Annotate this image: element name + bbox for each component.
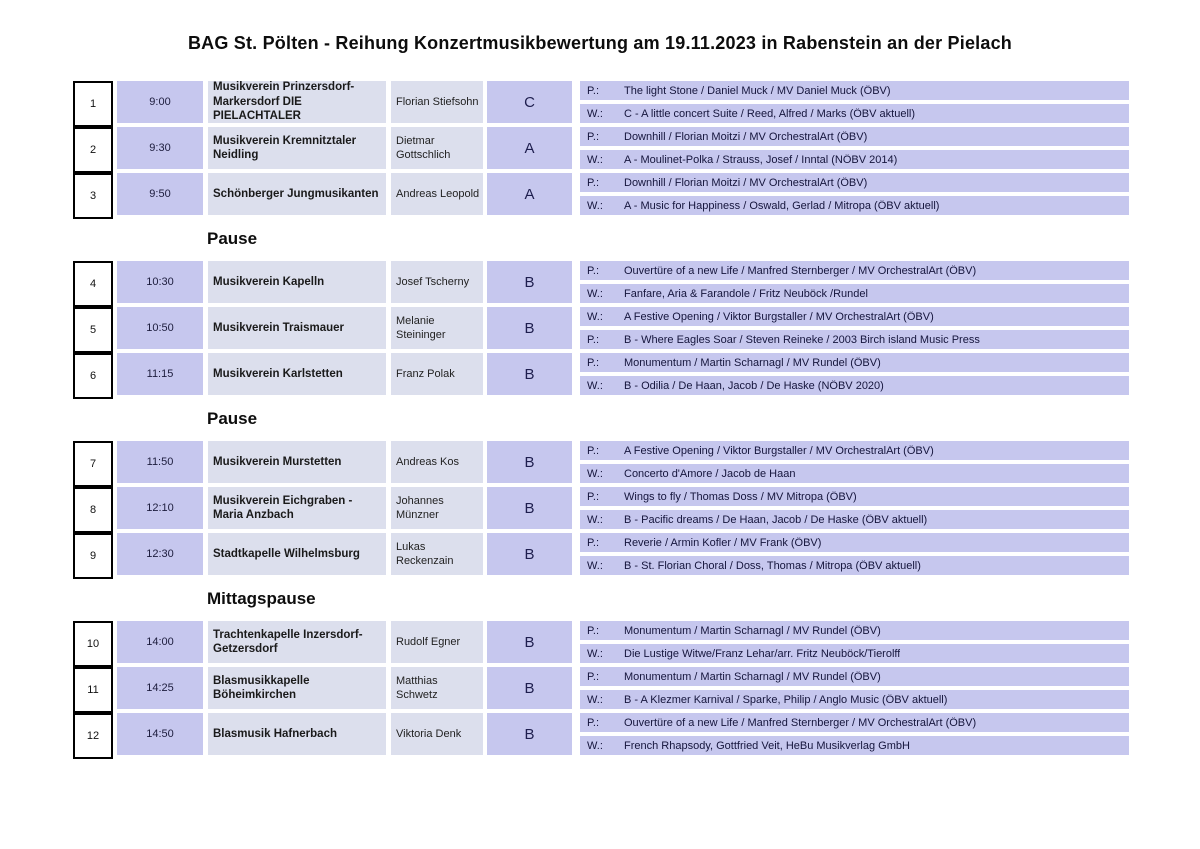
entry-time: 14:00 — [117, 621, 203, 663]
ensemble-name: Schönberger Jungmusikanten — [208, 173, 386, 215]
conductor-name: Melanie Steininger — [391, 307, 483, 349]
piece-label: W.: — [587, 467, 603, 480]
conductor-name: Florian Stiefsohn — [391, 81, 483, 123]
grade-badge: A — [487, 127, 572, 169]
table-row — [73, 127, 1200, 169]
piece-text: B - Where Eagles Soar / Steven Reineke / 2003 Birch island Music Press — [624, 333, 980, 346]
conductor-name: Franz Polak — [391, 353, 483, 395]
entry-number: 3 — [73, 173, 113, 219]
piece-text: Monumentum / Martin Scharnagl / MV Rundel (ÖBV) — [624, 670, 881, 683]
piece-text: Reverie / Armin Kofler / MV Frank (ÖBV) — [624, 536, 822, 549]
piece-list — [580, 667, 1129, 709]
table-row — [73, 81, 1200, 123]
entry-time: 9:00 — [117, 81, 203, 123]
piece-label: P.: — [587, 84, 600, 97]
entry-number: 9 — [73, 533, 113, 579]
table-row — [73, 441, 1200, 483]
piece-list — [580, 261, 1129, 303]
piece-line — [580, 667, 1129, 686]
section-heading: Mittagspause — [207, 589, 316, 608]
entry-time: 14:50 — [117, 713, 203, 755]
entry-number: 6 — [73, 353, 113, 399]
piece-list — [580, 441, 1129, 483]
piece-line — [580, 644, 1129, 663]
piece-label: W.: — [587, 199, 603, 212]
piece-line — [580, 353, 1129, 372]
ensemble-name: Blasmusik Hafnerbach — [208, 713, 386, 755]
piece-text: B - A Klezmer Karnival / Sparke, Philip / Anglo Music (ÖBV aktuell) — [624, 693, 948, 706]
entry-number: 5 — [73, 307, 113, 353]
piece-text: Fanfare, Aria & Farandole / Fritz Neuböck /Rundel — [624, 287, 868, 300]
entry-time: 12:10 — [117, 487, 203, 529]
piece-label: P.: — [587, 444, 600, 457]
table-row — [73, 487, 1200, 529]
schedule-table — [0, 81, 1200, 755]
piece-label: W.: — [587, 153, 603, 166]
ensemble-name: Musikverein Traismauer — [208, 307, 386, 349]
section-heading: Pause — [207, 229, 258, 248]
table-row — [73, 667, 1200, 709]
piece-label: P.: — [587, 716, 600, 729]
piece-list — [580, 307, 1129, 349]
piece-text: Ouvertüre of a new Life / Manfred Sternberger / MV OrchestralArt (ÖBV) — [624, 716, 977, 729]
piece-line — [580, 533, 1129, 552]
piece-label: P.: — [587, 333, 600, 346]
piece-label: P.: — [587, 490, 600, 503]
entry-number: 7 — [73, 441, 113, 487]
piece-label: W.: — [587, 379, 603, 392]
piece-label: W.: — [587, 310, 603, 323]
piece-line — [580, 376, 1129, 395]
conductor-name: Andreas Leopold — [391, 173, 483, 215]
entry-time: 10:50 — [117, 307, 203, 349]
piece-text: A - Moulinet-Polka / Strauss, Josef / Inntal (NÖBV 2014) — [624, 153, 898, 166]
piece-line — [580, 690, 1129, 709]
conductor-name: Lukas Reckenzain — [391, 533, 483, 575]
table-row — [73, 307, 1200, 349]
piece-line — [580, 307, 1129, 326]
entry-number: 2 — [73, 127, 113, 173]
piece-text: B - St. Florian Choral / Doss, Thomas / Mitropa (ÖBV aktuell) — [624, 559, 921, 572]
piece-text: Downhill / Florian Moitzi / MV OrchestralArt (ÖBV) — [624, 130, 868, 143]
conductor-name: Johannes Münzner — [391, 487, 483, 529]
table-row — [73, 533, 1200, 575]
conductor-name: Rudolf Egner — [391, 621, 483, 663]
piece-label: P.: — [587, 130, 600, 143]
piece-line — [580, 330, 1129, 349]
piece-line — [580, 261, 1129, 280]
grade-badge: B — [487, 533, 572, 575]
grade-badge: B — [487, 353, 572, 395]
piece-label: W.: — [587, 647, 603, 660]
entry-number: 8 — [73, 487, 113, 533]
piece-text: B - Pacific dreams / De Haan, Jacob / De Haske (ÖBV aktuell) — [624, 513, 928, 526]
piece-text: French Rhapsody, Gottfried Veit, HeBu Musikverlag GmbH — [624, 739, 910, 752]
grade-badge: B — [487, 487, 572, 529]
piece-text: The light Stone / Daniel Muck / MV Daniel Muck (ÖBV) — [624, 84, 891, 97]
piece-text: Die Lustige Witwe/Franz Lehar/arr. Fritz Neuböck/Tierolff — [624, 647, 901, 660]
conductor-name: Viktoria Denk — [391, 713, 483, 755]
piece-line — [580, 196, 1129, 215]
piece-line — [580, 510, 1129, 529]
ensemble-name: Musikverein Murstetten — [208, 441, 386, 483]
ensemble-name: Musikverein Kremnitztaler Neidling — [208, 127, 386, 169]
grade-badge: B — [487, 441, 572, 483]
table-row — [73, 173, 1200, 215]
section-heading: Pause — [207, 409, 258, 428]
piece-list — [580, 173, 1129, 215]
piece-label: P.: — [587, 356, 600, 369]
piece-list — [580, 127, 1129, 169]
entry-time: 11:15 — [117, 353, 203, 395]
piece-label: P.: — [587, 536, 600, 549]
ensemble-name: Musikverein Prinzersdorf-Markersdorf DIE PIELACHTALER — [208, 81, 386, 123]
entry-number: 1 — [73, 81, 113, 127]
piece-line — [580, 464, 1129, 483]
piece-label: W.: — [587, 287, 603, 300]
piece-list — [580, 621, 1129, 663]
piece-line — [580, 736, 1129, 755]
ensemble-name: Musikverein Karlstetten — [208, 353, 386, 395]
piece-label: W.: — [587, 739, 603, 752]
piece-list — [580, 353, 1129, 395]
piece-text: A - Music for Happiness / Oswald, Gerlad / Mitropa (ÖBV aktuell) — [624, 199, 940, 212]
piece-text: Monumentum / Martin Scharnagl / MV Rundel (ÖBV) — [624, 624, 881, 637]
ensemble-name: Musikverein Kapelln — [208, 261, 386, 303]
grade-badge: C — [487, 81, 572, 123]
piece-line — [580, 104, 1129, 123]
ensemble-name: Blasmusikkapelle Böheimkirchen — [208, 667, 386, 709]
piece-text: Monumentum / Martin Scharnagl / MV Rundel (ÖBV) — [624, 356, 881, 369]
piece-label: W.: — [587, 693, 603, 706]
ensemble-name: Stadtkapelle Wilhelmsburg — [208, 533, 386, 575]
piece-list — [580, 81, 1129, 123]
piece-list — [580, 533, 1129, 575]
piece-line — [580, 127, 1129, 146]
table-row — [73, 713, 1200, 755]
entry-number: 11 — [73, 667, 113, 713]
page-title: BAG St. Pölten - Reihung Konzertmusikbewertung am 19.11.2023 in Rabenstein an der Pielach — [187, 33, 1012, 53]
piece-text: A Festive Opening / Viktor Burgstaller / MV OrchestralArt (ÖBV) — [624, 310, 934, 323]
piece-label: W.: — [587, 513, 603, 526]
conductor-name: Dietmar Gottschlich — [391, 127, 483, 169]
conductor-name: Matthias Schwetz — [391, 667, 483, 709]
grade-badge: B — [487, 261, 572, 303]
table-row — [73, 621, 1200, 663]
entry-time: 10:30 — [117, 261, 203, 303]
conductor-name: Andreas Kos — [391, 441, 483, 483]
piece-list — [580, 713, 1129, 755]
piece-line — [580, 621, 1129, 640]
entry-time: 14:25 — [117, 667, 203, 709]
ensemble-name: Musikverein Eichgraben - Maria Anzbach — [208, 487, 386, 529]
piece-text: Concerto d'Amore / Jacob de Haan — [624, 467, 796, 480]
piece-text: A Festive Opening / Viktor Burgstaller / MV OrchestralArt (ÖBV) — [624, 444, 934, 457]
entry-time: 11:50 — [117, 441, 203, 483]
grade-badge: B — [487, 621, 572, 663]
table-row — [73, 353, 1200, 395]
entry-number: 10 — [73, 621, 113, 667]
entry-time: 9:50 — [117, 173, 203, 215]
piece-text: Wings to fly / Thomas Doss / MV Mitropa (ÖBV) — [624, 490, 857, 503]
entry-time: 9:30 — [117, 127, 203, 169]
piece-line — [580, 487, 1129, 506]
piece-label: P.: — [587, 264, 600, 277]
grade-badge: B — [487, 713, 572, 755]
piece-line — [580, 173, 1129, 192]
piece-label: P.: — [587, 670, 600, 683]
ensemble-name: Trachtenkapelle Inzersdorf-Getzersdorf — [208, 621, 386, 663]
piece-label: P.: — [587, 624, 600, 637]
piece-text: B - Odilia / De Haan, Jacob / De Haske (NÖBV 2020) — [624, 379, 884, 392]
piece-line — [580, 150, 1129, 169]
conductor-name: Josef Tscherny — [391, 261, 483, 303]
piece-line — [580, 441, 1129, 460]
piece-line — [580, 713, 1129, 732]
entry-time: 12:30 — [117, 533, 203, 575]
piece-label: W.: — [587, 107, 603, 120]
grade-badge: B — [487, 667, 572, 709]
entry-number: 12 — [73, 713, 113, 759]
table-row — [73, 261, 1200, 303]
piece-line — [580, 284, 1129, 303]
grade-badge: A — [487, 173, 572, 215]
piece-text: C - A little concert Suite / Reed, Alfred / Marks (ÖBV aktuell) — [624, 107, 916, 120]
piece-text: Downhill / Florian Moitzi / MV OrchestralArt (ÖBV) — [624, 176, 868, 189]
piece-line — [580, 556, 1129, 575]
piece-text: Ouvertüre of a new Life / Manfred Sternberger / MV OrchestralArt (ÖBV) — [624, 264, 977, 277]
grade-badge: B — [487, 307, 572, 349]
piece-label: W.: — [587, 559, 603, 572]
piece-label: P.: — [587, 176, 600, 189]
piece-line — [580, 81, 1129, 100]
entry-number: 4 — [73, 261, 113, 307]
piece-list — [580, 487, 1129, 529]
